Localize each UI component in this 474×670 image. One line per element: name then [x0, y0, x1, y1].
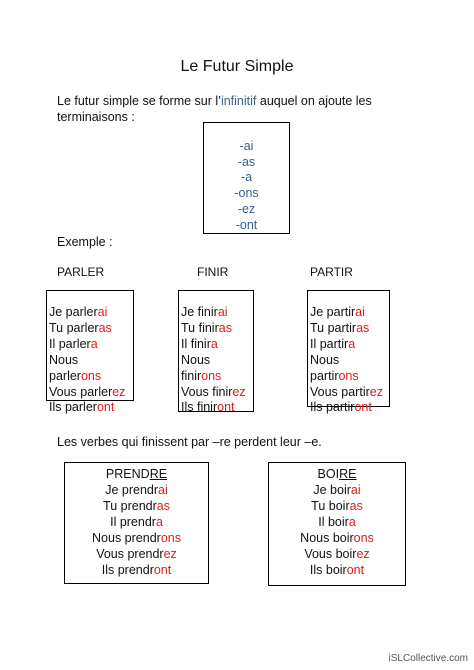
- intro-text-before: Le futur simple se forme sur l’: [57, 94, 221, 108]
- footer-watermark: iSLCollective.com: [388, 653, 468, 664]
- terminaison: -a: [240, 170, 253, 185]
- verb-heading-partir: PARTIR: [310, 265, 353, 279]
- conjugation-row: Je partirai: [310, 305, 365, 319]
- conjugation-row: Nous partirons: [310, 352, 359, 383]
- verb-heading-prendre: PRENDRE: [105, 467, 168, 481]
- conjugation-row: Je parlerai: [49, 305, 108, 319]
- conjugation-row: Tu partiras: [310, 320, 370, 335]
- conjugation-box-finir: [178, 290, 254, 415]
- conjugation-row: Je boirai: [313, 483, 361, 497]
- conjugation-row: Je prendrai: [105, 483, 168, 497]
- conjugation-box-prendre: [64, 462, 209, 584]
- verb-heading-parler: PARLER: [57, 265, 105, 279]
- intro-paragraph: [57, 93, 387, 125]
- page-title: Le Futur Simple: [180, 58, 294, 75]
- conjugation-box-boire: [268, 462, 406, 586]
- conjugation-row: Tu finiras: [181, 320, 232, 335]
- exemple-label: Exemple :: [57, 235, 113, 249]
- conjugation-row: Tu parleras: [49, 320, 112, 335]
- conjugation-row: Tu boiras: [311, 499, 363, 513]
- conjugation-row: Tu prendras: [103, 499, 170, 513]
- conjugation-box-parler: [46, 290, 134, 415]
- verb-heading-boire: BOIRE: [317, 467, 357, 481]
- terminaison: -ai: [239, 139, 254, 153]
- conjugation-row: Je finirai: [181, 305, 228, 319]
- conjugation-row: Ils parleront: [49, 400, 115, 415]
- conjugation-row: Il finira: [181, 336, 218, 351]
- conjugation-row: Ils finiront: [181, 400, 235, 415]
- conjugation-row: Ils boiront: [309, 563, 365, 577]
- conjugation-row: Ils prendront: [101, 563, 172, 577]
- intro-text-after: auquel on ajoute les terminaisons :: [57, 94, 372, 124]
- terminaison: -ons: [234, 186, 259, 201]
- intro-highlight: infinitif: [220, 94, 257, 108]
- conjugation-row: Il partira: [310, 336, 356, 351]
- conjugation-row: Nous finirons: [181, 352, 222, 383]
- terminaison: -as: [237, 154, 256, 169]
- terminaison: -ez: [237, 201, 256, 216]
- conjugation-row: Vous boirez: [304, 547, 370, 561]
- conjugation-row: Ils partiront: [310, 400, 372, 415]
- conjugation-row: Il boira: [318, 515, 356, 529]
- conjugation-row: Vous partirez: [310, 384, 383, 399]
- conjugation-row: Nous prendrons: [92, 531, 181, 545]
- conjugation-row: Vous finirez: [181, 384, 246, 399]
- verb-heading-finir: FINIR: [197, 265, 229, 279]
- conjugation-row: Il prendra: [110, 515, 163, 529]
- conjugation-row: Vous prendrez: [96, 547, 177, 561]
- conjugation-row: Il parlera: [49, 336, 98, 351]
- conjugation-box-partir: [307, 290, 390, 415]
- conjugation-row: Nous parlerons: [49, 352, 102, 383]
- terminaisons-box: [203, 122, 290, 234]
- rule-text: Les verbes qui finissent par –re perdent leur –e.: [57, 435, 322, 449]
- conjugation-row: Nous boirons: [300, 531, 374, 545]
- terminaison: -ont: [235, 217, 258, 232]
- conjugation-row: Vous parlerez: [49, 384, 126, 399]
